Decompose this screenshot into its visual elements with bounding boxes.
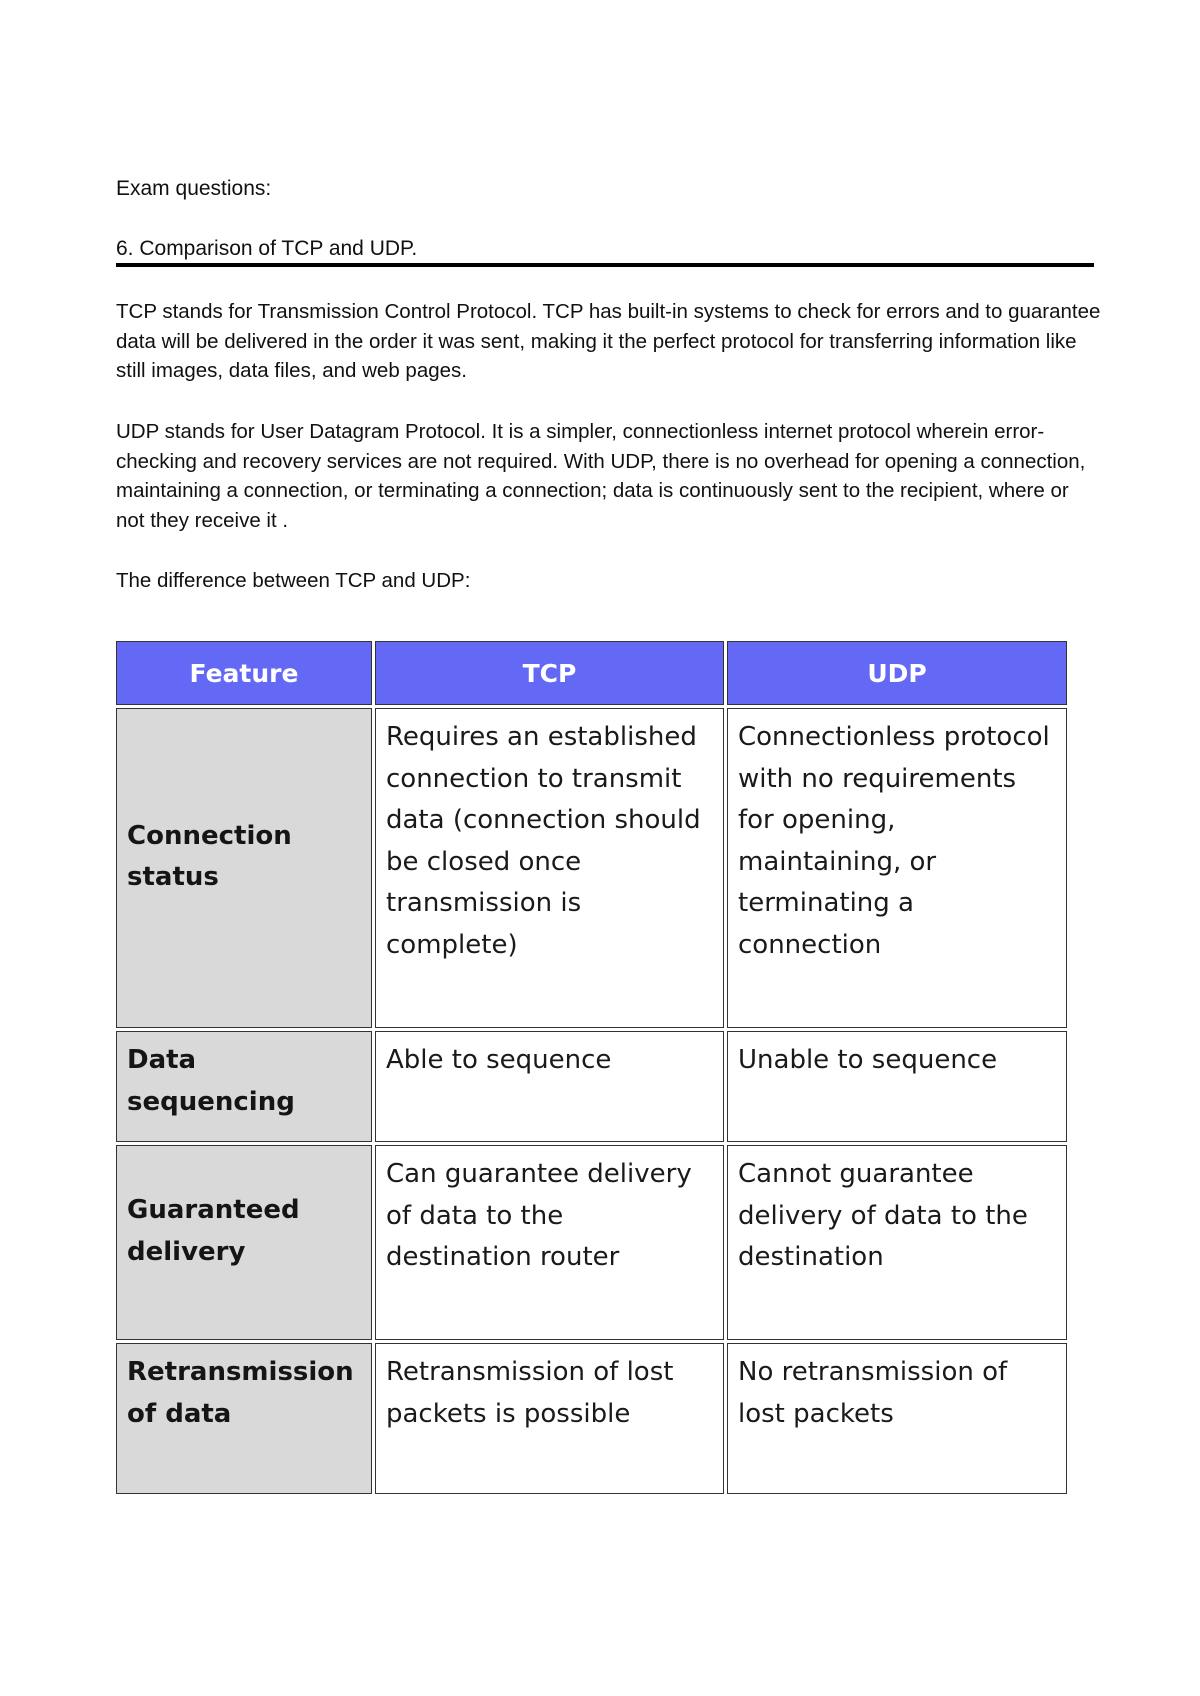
tcp-cell: Can guarantee delivery of data to the destination router <box>375 1145 724 1340</box>
difference-intro: The difference between TCP and UDP: <box>116 569 471 592</box>
udp-cell: Connectionless protocol with no requirements for opening, maintaining, or terminating a connection <box>727 708 1067 1028</box>
udp-paragraph: UDP stands for User Datagram Protocol. It is a simpler, connectionless internet protocol wherein error-checking and recovery services are not required. With UDP, there is no overhead for opening a connection, maintaining a connection, or terminating a connection; data is continuously sent to the recipient, where or not they receive it . <box>116 420 1086 533</box>
exam-label: Exam questions: <box>116 177 272 200</box>
feature-cell: Data sequencing <box>116 1031 372 1142</box>
tcp-cell: Requires an established connection to transmit data (connection should be closed once transmission is complete) <box>375 708 724 1028</box>
table-header-row <box>116 641 1067 705</box>
tcp-cell: Able to sequence <box>375 1031 724 1142</box>
comparison-table <box>113 638 1070 1497</box>
udp-cell: Unable to sequence <box>727 1031 1067 1142</box>
table-row <box>116 1343 1067 1494</box>
feature-cell: Connection status <box>116 708 372 1028</box>
table-row <box>116 1145 1067 1340</box>
feature-cell: Retransmission of data <box>116 1343 372 1494</box>
tcp-cell: Retransmission of lost packets is possible <box>375 1343 724 1494</box>
header-udp: UDP <box>727 641 1067 705</box>
udp-cell: No retransmission of lost packets <box>727 1343 1067 1494</box>
table-row <box>116 708 1067 1028</box>
feature-cell: Guaranteed delivery <box>116 1145 372 1340</box>
udp-cell: Cannot guarantee delivery of data to the destination <box>727 1145 1067 1340</box>
header-tcp: TCP <box>375 641 724 705</box>
tcp-paragraph: TCP stands for Transmission Control Protocol. TCP has built-in systems to check for errors and to guarantee data will be delivered in the order it was sent, making it the perfect protocol for transferring information like still images, data files, and web pages. <box>116 300 1101 383</box>
heading-rule <box>116 263 1094 267</box>
header-feature: Feature <box>116 641 372 705</box>
table-row <box>116 1031 1067 1142</box>
question-heading: 6. Comparison of TCP and UDP. <box>116 237 418 260</box>
